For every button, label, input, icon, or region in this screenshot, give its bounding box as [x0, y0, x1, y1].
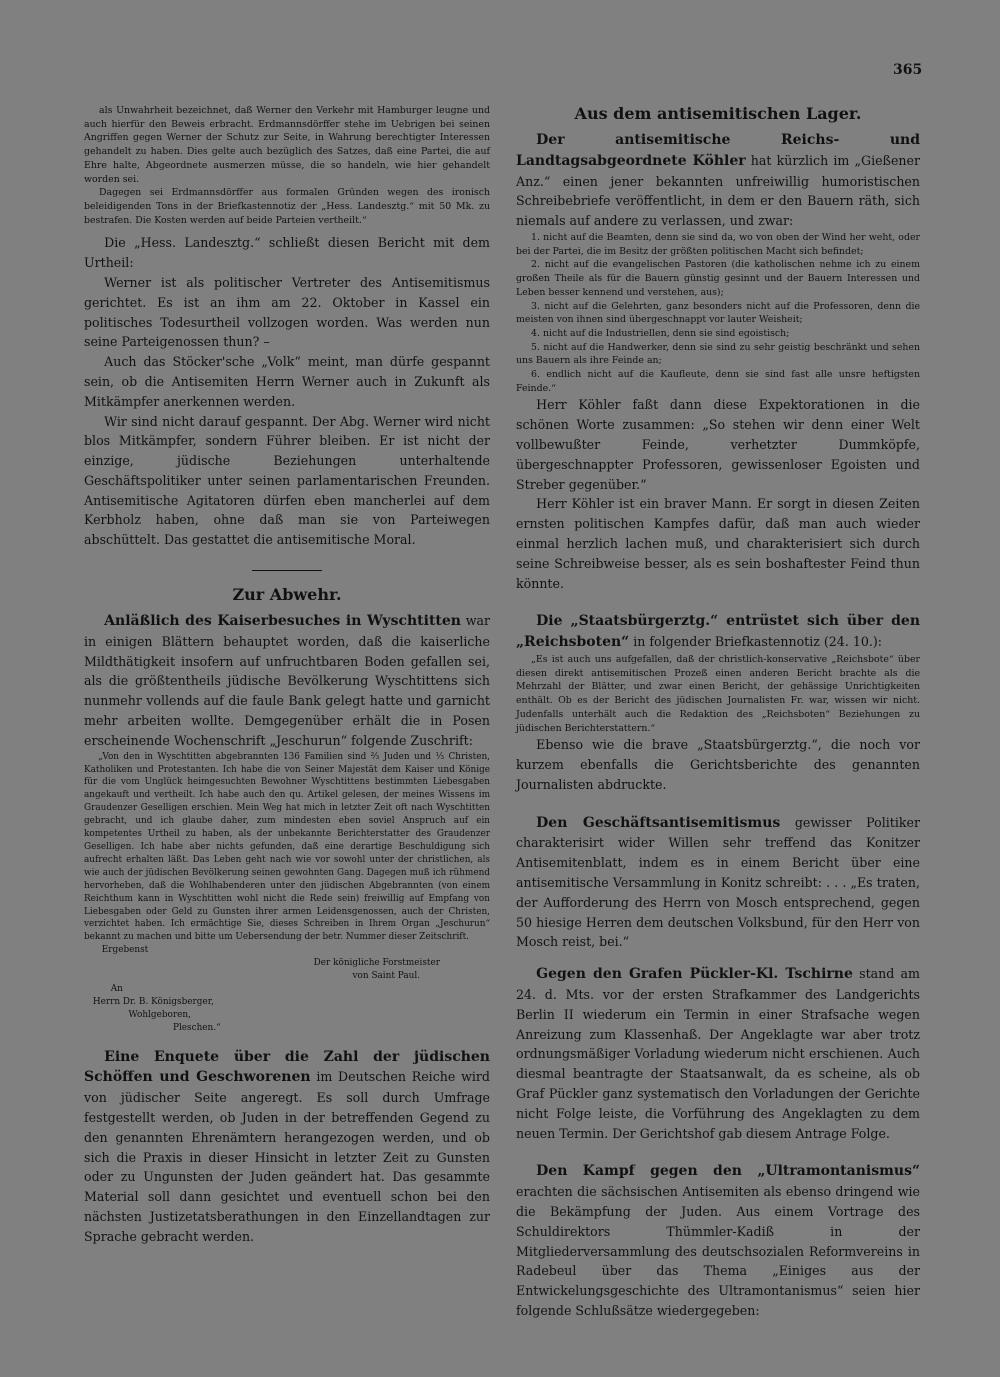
article-ultramontanismus [516, 1161, 920, 1320]
article-lead: Den Kampf gegen den „Ultramontanismus“ [536, 1163, 920, 1180]
letter-text: „Von den in Wyschtitten abgebrannten 136 Familien sind ⅔ Juden und ⅓ Christen, Katholiken und Protestanten. Ich habe die von Seiner Majestät dem Kaiser und Könige für die vom Unglück heimgesuchten Bewohner Wyschtittens bestimmten Liebesgaben angekauft und vertheilt. Ich habe auch den qu. Artikel gelesen, der meines Wissens im Graudenzer Geselligen erschien. Mein Weg hat mich in letzter Zeit oft nach Wyschtitten gebracht, und ich glaube daher, zum mindesten eben soviel Anspruch auf ein kompetentes Urtheil zu haben, als der unbekannte Berichterstatter des Graudenzer Geselligen. Ich habe aber nichts gefunden, daß eine derartige Beschuldigung sich aufrecht erhalten läßt. Das Leben geht nach wie vor sowohl unter der christlichen, als wie auch der jüdischen Bevölkerung seinen gewohnten Gang. Dagegen muß ich rühmend hervorheben, daß die Wohlhabenderen unter den jüdischen Abgebrannten (von einem Reichthum kann in Wyschtitten wohl nicht die Rede sein) freiwillig auf Empfang von Liebesgaben oder Geld zu Gunsten ihrer armen Leidensgenossen, auch der Christen, verzichtet haben. Ich ermächtige Sie, dieses Schreiben in Ihrem Organ „Jeschurun“ bekannt zu machen und bitte um Uebersendung der betr. Nummer dieser Zeitschrift. [84, 751, 490, 943]
left-column [84, 104, 490, 1247]
address-line: Pleschen.“ [173, 1022, 221, 1033]
section-title-zur-abwehr: Zur Abwehr. [232, 585, 342, 605]
article-lead: Den Geschäftsantisemitismus [536, 814, 781, 831]
article-text: stand am 24. d. Mts. vor der ersten Strafkammer des Landgerichts Berlin II wiederum ein Termin in einer Strafsache wegen Anreizung zum Klassenhaß. Der Angeklagte war aber trotz ordnungsmäßiger Vorladung wiederum nicht erschienen. Auch diesmal beantragte der Staatsanwalt, da es scheine, als ob Graf Pückler ganz systematisch den Vorladungen der Gerichte nicht Folge leiste, die Vorführung des Angeklagten zu dem neuen Termin. Der Gerichtshof gab diesem Antrage Folge. [516, 966, 920, 1141]
article-text: in folgender Briefkastennotiz (24. 10.): [629, 634, 883, 650]
paragraph: Herr Köhler ist ein braver Mann. Er sorgt in diesen Zeiten ernsten politischen Kampfes dafür, daß man auch wieder einmal herzlich lachen muß, und charakterisiert sich durch seine Schreibweise besser, als es sein boshaftester Feind thun könnte. [516, 496, 920, 591]
article-text: im Deutschen Reiche wird von jüdischer Seite angeregt. Es soll durch Umfrage festgestellt werden, ob Juden in der betreffenden Gegend zu den genannten Ehrenämtern herangezogen werden, und ob sich die Praxis in dieser Hinsicht in letzter Zeit zu Gunsten oder zu Ungunsten der Juden geändert hat. Das gesammte Material soll dann gesichtet und eventuell schon bei den nächsten Justizetatsberathungen in den Einzellandtagen zur Sprache gebracht werden. [84, 1069, 490, 1244]
article-enquete [84, 1047, 490, 1247]
right-column [516, 104, 920, 1321]
article-pueckler [516, 964, 920, 1143]
article-anlaesslich [84, 611, 490, 751]
section-title-antisemitisches-lager: Aus dem antisemitischen Lager. [574, 104, 862, 123]
quote-text: „Es ist auch uns aufgefallen, daß der christlich-konservative „Reichsbote“ über diesen direkt antisemitischen Prozeß einen anderen Bericht brachte als die Mehrzahl der Blätter, und zwar einen Bericht, der gehässige Unrichtigkeiten enthält. Ob es der Bericht des jüdischen Journalisten Fr. war, wissen wir nicht. Judenfalls unterhält auch die Redaktion des „Reichsboten“ Beziehungen zu jüdischen Berichterstattern.“ [516, 653, 920, 734]
article-lead: Der antisemitische Reichs- und Landtagsabgeordnete Köhler [516, 132, 920, 169]
list-item: 5. nicht auf die Handwerker, denn sie sind zu sehr geistig beschränkt und sehen uns Bauern als ihre Feinde an; [516, 341, 920, 367]
intro-paragraph: als Unwahrheit bezeichnet, daß Werner den Verkehr mit Hamburger leugne und auch hierfür den Beweis erbracht. Erdmannsdörffer stehe im Uebrigen bei seinen Angriffen gegen Werner der Schutz zur Seite, in Wahrung berechtigter Interessen gehandelt zu haben. Dies gelte auch bezüglich des Satzes, daß eine Partei, die auf Ehre halte, Abgeordnete ausmerzen müsse, die so handeln, wie hier gehandelt worden sei. [84, 105, 490, 185]
section-divider [252, 570, 322, 571]
paragraph: Wir sind nicht darauf gespannt. Der Abg. Werner wird nicht blos Mitkämpfer, sondern Führer bleiben. Er ist nicht der einzige, jüdische Beziehungen unterhaltende Geschäftspolitiker unter seinen parlamentarischen Freunden. Antisemitische Agitatoren dürfen eben mancherlei auf dem Kerbholz haben, ohne daß man sie von Parteiwegen abschüttelt. Das gestattet die antisemitische Moral. [84, 413, 490, 548]
article-text: war in einigen Blättern behauptet worden, daß die kaiserliche Mildthätigkeit insofern auf unfruchtbaren Boden gefallen sei, als die größtentheils jüdische Bevölkerung Wyschtittens sich nunmehr vollends auf die faule Bank gelegt hatte und garnicht mehr arbeiten wollte. Demgegenüber erhält die in Posen erscheinende Wochenschrift „Jeschurun“ folgende Zuschrift: [84, 613, 491, 748]
article-text: hat kürzlich im „Gießener Anz.“ einen jener bekannten unfreiwillig humoristischen Schreibebriefe veröffentlicht, in dem er den Bauern räth, sich niemals auf andere zu verlassen, und zwar: [516, 152, 921, 229]
list-item: 3. nicht auf die Gelehrten, ganz besonders nicht auf die Professoren, denn die meisten von ihnen sind übergeschnappt vor lauter Weisheit; [516, 300, 920, 326]
article-koehler [516, 130, 920, 231]
article-lead: Die „Staatsbürgerztg.“ entrüstet sich über den „Reichsboten“ [516, 613, 920, 651]
article-geschaeftsantisemitismus [516, 813, 920, 953]
article-lead: Gegen den Grafen Pückler-Kl. Tschirne [536, 966, 853, 983]
article-text: gewisser Politiker charakterisirt wider Willen sehr treffend das Konitzer Antisemitenblatt, indem es in einem Bericht über eine antisemitische Versammlung in Konitz schreibt: . . . „Es traten, der Aufforderung des Herrn von Mosch entsprechend, gegen 50 hiesige Herren dem deutschen Volksbund, für den Herr von Mosch reist, bei.“ [516, 814, 920, 950]
list-item: 4. nicht auf die Industriellen, denn sie sind egoistisch; [531, 327, 790, 339]
paragraph: Die „Hess. Landesztg.“ schließt diesen Bericht mit dem Urtheil: [84, 235, 490, 271]
signature-line: Der königliche Forstmeister [313, 958, 440, 969]
intro-paragraph-2: Dagegen sei Erdmannsdörffer aus formalen Gründen wegen des ironisch beleidigenden Tons in der Briefkastennotiz der „Hess. Landesztg.“ mit 50 Mk. zu bestrafen. Die Kosten werden auf beide Parteien vertheilt.“ [84, 187, 490, 226]
paragraph: Auch das Stöcker'sche „Volk“ meint, man dürfe gespannt sein, ob die Antisemiten Herrn Werner auch in Zukunft als Mitkämpfer anerkennen werden. [84, 354, 490, 409]
page-number: 365 [893, 62, 923, 78]
letter-close: Ergebenst [101, 945, 149, 956]
paragraph: Ebenso wie die brave „Staatsbürgerztg.“, die noch vor kurzem ebenfalls die Gerichtsberichte des genannten Journalisten abdruckte. [516, 737, 920, 792]
list-item: 6. endlich nicht auf die Kaufleute, denn sie sind fast alle unsre heftigsten Feinde.“ [516, 369, 920, 394]
article-text: erachten die sächsischen Antisemiten als ebenso dringend wie die Bekämpfung der Juden. Aus einem Vortrage des Schuldirektors Thümmler-Kadiß in der Mitgliederversammlung des deutschsozialen Reformvereins in Radebeul über das Thema „Einiges aus der Entwickelungsgeschichte des Ultramontanismus“ seien hier folgende Schlußsätze wiedergegeben: [516, 1184, 920, 1318]
address-line: Wohlgeboren, [128, 1009, 191, 1020]
address-line: An [110, 983, 123, 994]
list-item: 2. nicht auf die evangelischen Pastoren (die katholischen nehme ich zu einem großen Theile als für die Bauern günstig gesinnt und der Bauern Interessen und Leben besser kennend und verstehen, aus); [516, 259, 920, 298]
paragraph: Werner ist als politischer Vertreter des Antisemitismus gerichtet. Es ist an ihm am 22. Oktober in Kassel ein politisches Todesurtheil vollzogen worden. Was werden nun seine Parteigenossen thun? – [84, 274, 490, 350]
article-lead: Anläßlich des Kaiserbesuches in Wyschtitten [104, 613, 461, 630]
article-staatsbuergerztg [516, 611, 920, 653]
address-line: Herrn Dr. B. Königsberger, [92, 996, 214, 1007]
article-lead: Eine Enquete über die Zahl der jüdischen Schöffen und Geschworenen [84, 1048, 490, 1086]
list-item: 1. nicht auf die Beamten, denn sie sind da, wo von oben der Wind her weht, oder bei der Partei, die im Besitz der größten politischen Macht sich befindet; [516, 231, 920, 257]
paragraph: Herr Köhler faßt dann diese Expektorationen in die schönen Worte zusammen: „So stehen wir denn einer Welt vollbewußter Feinde, verhetzter Dummköpfe, übergeschnappter Professoren, gewissenloser Egoisten und Streber gegenüber.“ [516, 397, 920, 492]
signature-line: von Saint Paul. [352, 971, 420, 982]
